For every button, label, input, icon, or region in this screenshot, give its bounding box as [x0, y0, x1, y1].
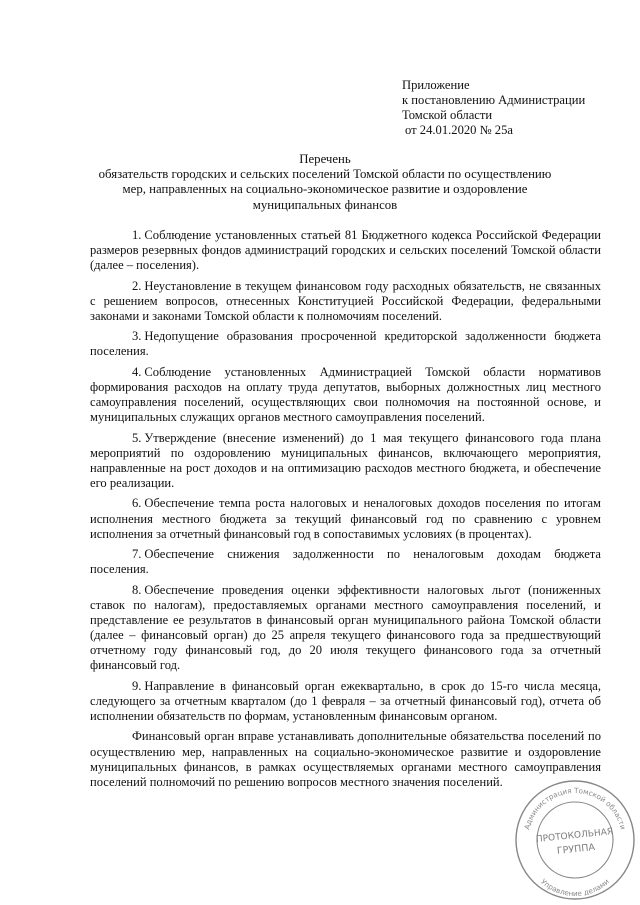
item-text: Соблюдение установленных Администрацией Томской области нормативов формирования расходов на оплату труда депутатов, выборных должностных лиц местного самоуправления поселений, осуществляющих свои полномочия на постоянной основе, и муниципальных служащих органов местного самоуправления поселений. [90, 364, 601, 425]
list-item [90, 228, 601, 273]
item-text: Обеспечение проведения оценки эффективности налоговых льгот (пониженных ставок по налогам), предоставляемых органами местного самоуправления поселений, и представление ее результатов в финансовый орган муниципального района Томской области (далее – финансовый орган) до 25 апреля текущего финансового года за предшествующий отчетному году финансовый год, до 20 июля текущего финансового года за отчетный финансовый год. [90, 582, 601, 673]
title-line-1: Перечень [299, 152, 351, 166]
title-line-4: муниципальных финансов [252, 197, 398, 212]
appendix-line-3: Томской области [402, 108, 493, 122]
item-text: Утверждение (внесение изменений) до 1 мая текущего финансового года плана мероприятий по оздоровлению муниципальных финансов, включающего мероприятия, направленные на рост доходов и на оптимизацию расходов местного бюджета, и обеспечение его реализации. [90, 430, 601, 491]
list-item [90, 279, 601, 324]
list-item [90, 679, 601, 724]
appendix-header [402, 78, 622, 138]
item-text: Направление в финансовый орган ежеквартально, в срок до 15-го числа месяца, следующего за отчетным кварталом (до 1 февраля – за отчетный финансовый год), отчета об исполнении обязательств по формам, установленным финансовым органом. [90, 678, 601, 724]
appendix-line-1: Приложение [402, 78, 470, 92]
item-text: Обеспечение темпа роста налоговых и неналоговых доходов поселения по итогам исполнения местного бюджета за текущий финансовый год по сравнению с уровнем исполнения за отчетный финансовый год в сопоставимых условиях (в процентах). [90, 496, 601, 541]
list-item [90, 496, 601, 541]
item-number: 5. [132, 430, 142, 445]
final-paragraph: Финансовый орган вправе устанавливать дополнительные обязательства поселений по осуществлению мер, направленных на социально-экономическое развитие и оздоровление муниципальных финансов, в рамках осуществляемых органами местного самоуправления поселений полномочий по решению вопросов местного значения поселений. [90, 729, 601, 789]
appendix-line-2: к постановлению Администрации [402, 93, 586, 107]
item-number: 1. [132, 228, 142, 242]
stamp-line-2: ГРУППА [556, 841, 596, 857]
document-body [90, 228, 601, 795]
appendix-line-4: от 24.01.2020 № 25а [405, 123, 513, 137]
document-title [90, 152, 560, 213]
official-stamp [511, 776, 639, 904]
item-number: 2. [132, 278, 142, 293]
stamp-ring-top-text: Администрация Томской области [522, 785, 628, 831]
list-item [90, 365, 601, 426]
stamp-ring-bottom-text: Управление делами [539, 876, 611, 899]
stamp-line-1: ПРОТОКОЛЬНАЯ [535, 827, 614, 846]
title-line-3: мер, направленных на социально-экономическое развитие и оздоровление [122, 182, 528, 197]
item-number: 7. [132, 547, 142, 562]
list-item [90, 329, 601, 359]
item-number: 6. [132, 496, 142, 511]
item-text: Недопущение образования просроченной кредиторской задолженности бюджета поселения. [90, 329, 601, 359]
item-number: 8. [132, 582, 142, 597]
list-item [90, 583, 601, 674]
list-item [90, 431, 601, 492]
item-number: 4. [132, 364, 142, 379]
item-number: 3. [132, 329, 142, 344]
title-line-2: обязательств городских и сельских поселений Томской области по осуществлению [98, 167, 552, 182]
item-number: 9. [132, 678, 142, 693]
item-text: Обеспечение снижения задолженности по неналоговым доходам бюджета поселения. [90, 547, 601, 577]
item-text: Соблюдение установленных статьей 81 Бюджетного кодекса Российской Федерации размеров резервных фондов администраций городских и сельских поселений Томской области (далее – поселения). [90, 228, 601, 273]
item-text: Неустановление в текущем финансовом году расходных обязательств, не связанных с решением вопросов, отнесенных Конституцией Российской Федерации, федеральными законами и законами Томской области к полномочиям поселений. [90, 278, 601, 323]
list-item [90, 547, 601, 577]
